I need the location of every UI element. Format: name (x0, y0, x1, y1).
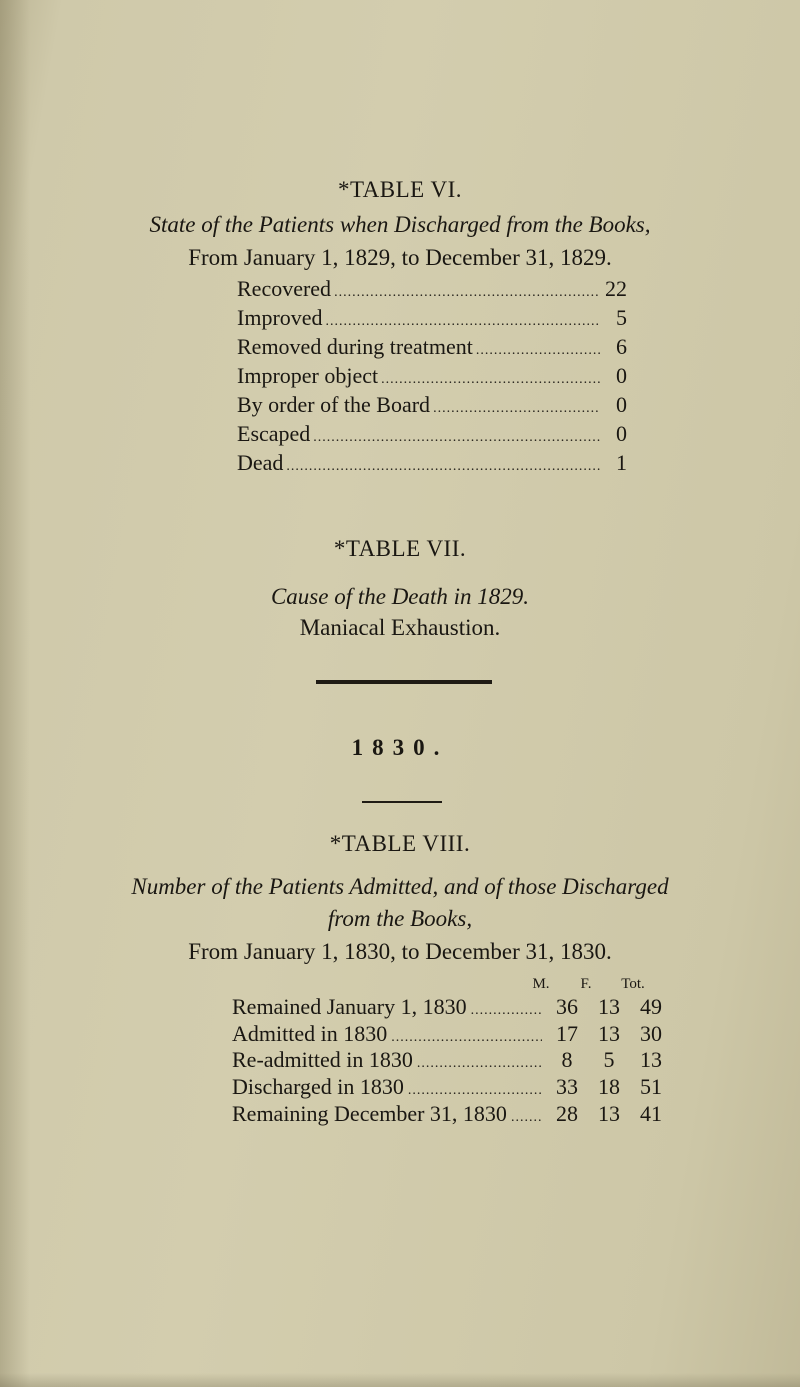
total-count: 51 (640, 1074, 662, 1099)
leader-dots (471, 1003, 542, 1019)
row-label: Remaining December 31, 1830 (232, 1101, 507, 1126)
table8-date-range: From January 1, 1830, to December 31, 1830. (188, 939, 612, 964)
female-count: 13 (598, 994, 620, 1019)
table7-heading: *TABLE VII. (333, 536, 467, 561)
row-value: 0 (616, 392, 627, 417)
table6-row (237, 334, 627, 360)
male-count: 8 (561, 1047, 573, 1072)
row-label: Removed during treatment (237, 334, 473, 359)
short-rule (362, 801, 442, 803)
year-heading: 1830. (351, 735, 449, 760)
leader-dots (381, 372, 600, 388)
table8-caption-line1: Number of the Patients Admitted, and of those Discharged (131, 874, 669, 899)
table6-caption: State of the Patients when Discharged from the Books, (149, 212, 651, 237)
male-count: 28 (556, 1101, 578, 1126)
column-header-female: F. (580, 976, 592, 992)
female-count: 5 (603, 1047, 615, 1072)
row-label: Remained January 1, 1830 (232, 994, 467, 1019)
leader-dots (433, 401, 600, 417)
total-count: 13 (640, 1047, 662, 1072)
total-count: 30 (640, 1021, 662, 1046)
column-header-total: Tot. (621, 976, 645, 992)
table6-row (237, 276, 627, 302)
male-count: 17 (556, 1021, 578, 1046)
total-count: 49 (640, 994, 662, 1019)
row-value: 22 (605, 276, 627, 301)
row-label: Improper object (237, 363, 379, 388)
row-label: Discharged in 1830 (232, 1074, 404, 1099)
row-value: 0 (616, 363, 627, 388)
row-label: Escaped (237, 421, 311, 446)
table8-row (232, 1047, 672, 1073)
row-label: Improved (237, 305, 323, 330)
table8-row (232, 1021, 672, 1047)
leader-dots (511, 1110, 542, 1126)
row-value: 1 (616, 450, 627, 475)
leader-dots (417, 1056, 542, 1072)
total-count: 41 (640, 1101, 662, 1126)
female-count: 18 (598, 1074, 620, 1099)
row-label: Dead (237, 450, 284, 475)
table6-row (237, 421, 627, 447)
row-label: Admitted in 1830 (232, 1021, 388, 1046)
leader-dots (286, 459, 600, 475)
table6-row (237, 392, 627, 418)
row-label: Recovered (237, 276, 332, 301)
table7-cause: Maniacal Exhaustion. (299, 615, 501, 640)
table6-row (237, 450, 627, 476)
column-header-male: M. (532, 976, 550, 992)
leader-dots (408, 1083, 542, 1099)
female-count: 13 (598, 1101, 620, 1126)
row-value: 6 (616, 334, 627, 359)
leader-dots (326, 314, 600, 330)
table8-caption-line2: from the Books, (327, 906, 473, 931)
table7-caption: Cause of the Death in 1829. (270, 584, 530, 609)
section-divider (316, 680, 492, 684)
leader-dots (476, 343, 600, 359)
row-label: Re-admitted in 1830 (232, 1047, 413, 1072)
table8-row (232, 994, 672, 1020)
table6-row (237, 363, 627, 389)
leader-dots (313, 430, 600, 446)
female-count: 13 (598, 1021, 620, 1046)
leader-dots (334, 285, 600, 301)
table8-heading: *TABLE VIII. (329, 831, 471, 856)
row-value: 0 (616, 421, 627, 446)
table6-date-range: From January 1, 1829, to December 31, 1829. (188, 245, 612, 270)
male-count: 33 (556, 1074, 578, 1099)
binding-shadow (0, 0, 30, 1387)
leader-dots (391, 1030, 542, 1046)
row-label: By order of the Board (237, 392, 431, 417)
table6-row (237, 305, 627, 331)
row-value: 5 (616, 305, 627, 330)
table8-row (232, 1101, 672, 1127)
table8-row (232, 1074, 672, 1100)
table6-heading: *TABLE VI. (337, 177, 463, 202)
page-bottom-edge (0, 1373, 800, 1387)
male-count: 36 (556, 994, 578, 1019)
